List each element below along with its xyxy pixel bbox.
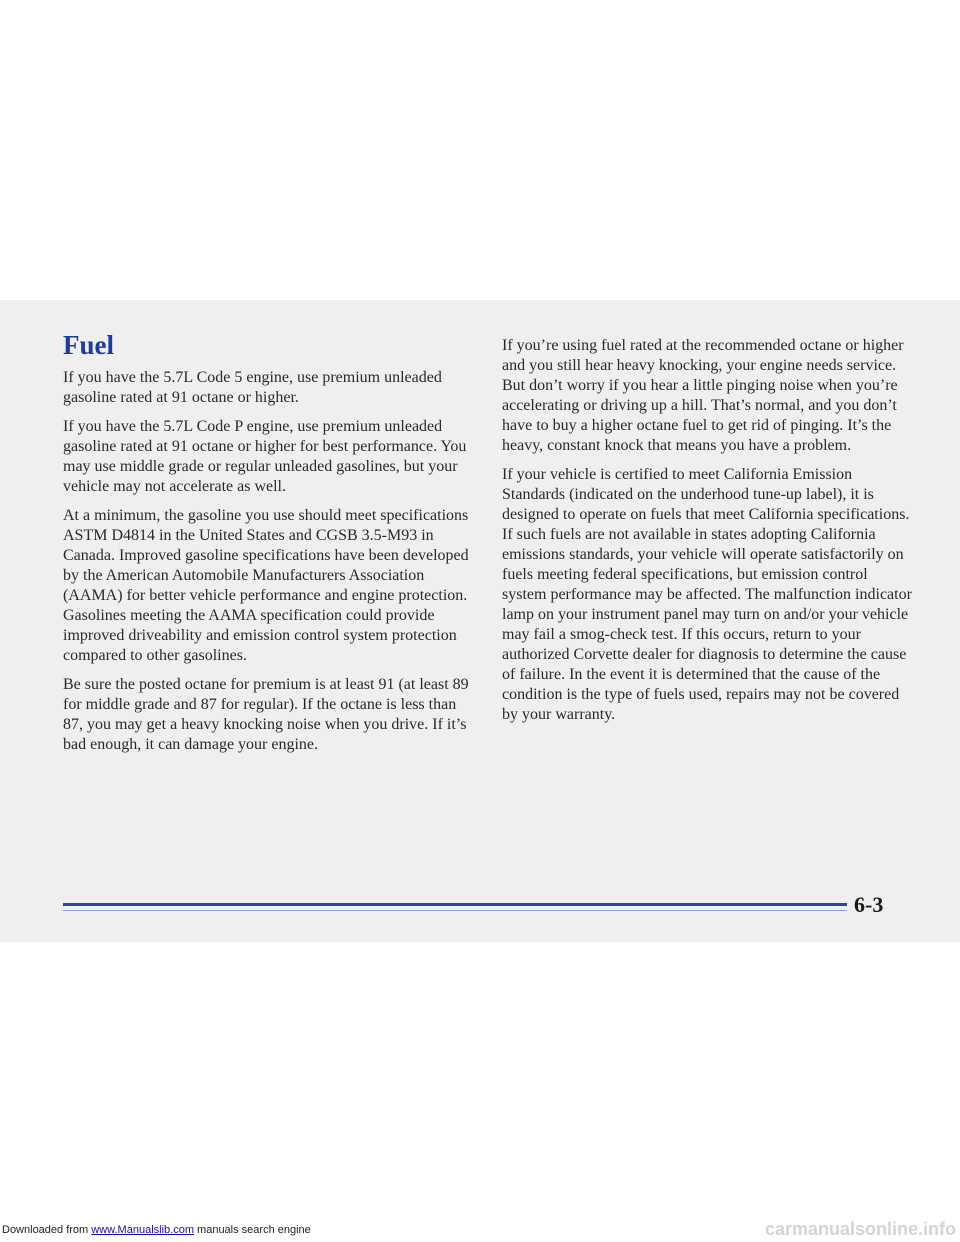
paragraph: At a minimum, the gasoline you use should meet specifications ASTM D4814 in the United States and CGSB 3.5-M93 in Canada. Improved gasoline specifications have been developed by the American Automobile Manufacturers Association (AAMA) for better vehicle performance and engine protection. Gasolines meeting the AAMA specification could provide improved driveability and emission control system protection compared to other gasolines. xyxy=(63,507,469,664)
paragraph: If you’re using fuel rated at the recommended octane or higher and you still hear heavy knocking, your engine needs service. But don’t worry if you hear a little pinging noise when you’re accelerating or driving up a hill. That’s normal, and you don’t have to buy a higher octane fuel to get rid of pinging. It’s the heavy, constant knock that means you have a problem. xyxy=(502,337,904,454)
left-column xyxy=(63,368,473,764)
section-heading: Fuel xyxy=(63,330,114,360)
paragraph: If your vehicle is certified to meet California Emission Standards (indicated on the underhood tune-up label), it is designed to operate on fuels that meet California specifications. If such fuels are not available in states adopting California emissions standards, your vehicle will operate satisfactorily on fuels meeting federal specifications, but emission control system performance may be affected. The malfunction indicator lamp on your instrument panel may turn on and/or your vehicle may fail a smog-check test. If this occurs, return to your authorized Corvette dealer for diagnosis to determine the cause of failure. In the event it is determined that the cause of the condition is the type of fuels used, repairs may not be covered by your warranty. xyxy=(502,466,912,723)
download-notice-suffix: manuals search engine xyxy=(193,1224,311,1236)
footer-rule-thin xyxy=(63,910,847,911)
download-notice xyxy=(2,1224,311,1236)
right-column xyxy=(502,336,914,734)
page-number: 6-3 xyxy=(854,892,884,917)
paragraph: Be sure the posted octane for premium is at least 91 (at least 89 for middle grade and 87 for regular). If the octane is less than 87, you may get a heavy knocking noise when you drive. If it’s bad enough, it can damage your engine. xyxy=(63,676,469,753)
manualslib-link[interactable]: www.Manualslib.com xyxy=(91,1224,194,1236)
bottom-margin xyxy=(0,942,960,1242)
footer-rule-thick xyxy=(63,903,847,906)
watermark: carmanualsonline.info xyxy=(764,1219,956,1239)
paragraph: If you have the 5.7L Code 5 engine, use premium unleaded gasoline rated at 91 octane or higher. xyxy=(63,369,442,406)
paragraph: If you have the 5.7L Code P engine, use premium unleaded gasoline rated at 91 octane or higher for best performance. You may use middle grade or regular unleaded gasolines, but your vehicle may not accelerate as well. xyxy=(63,418,467,495)
download-notice-prefix: Downloaded from xyxy=(2,1224,92,1236)
top-margin xyxy=(0,0,960,300)
